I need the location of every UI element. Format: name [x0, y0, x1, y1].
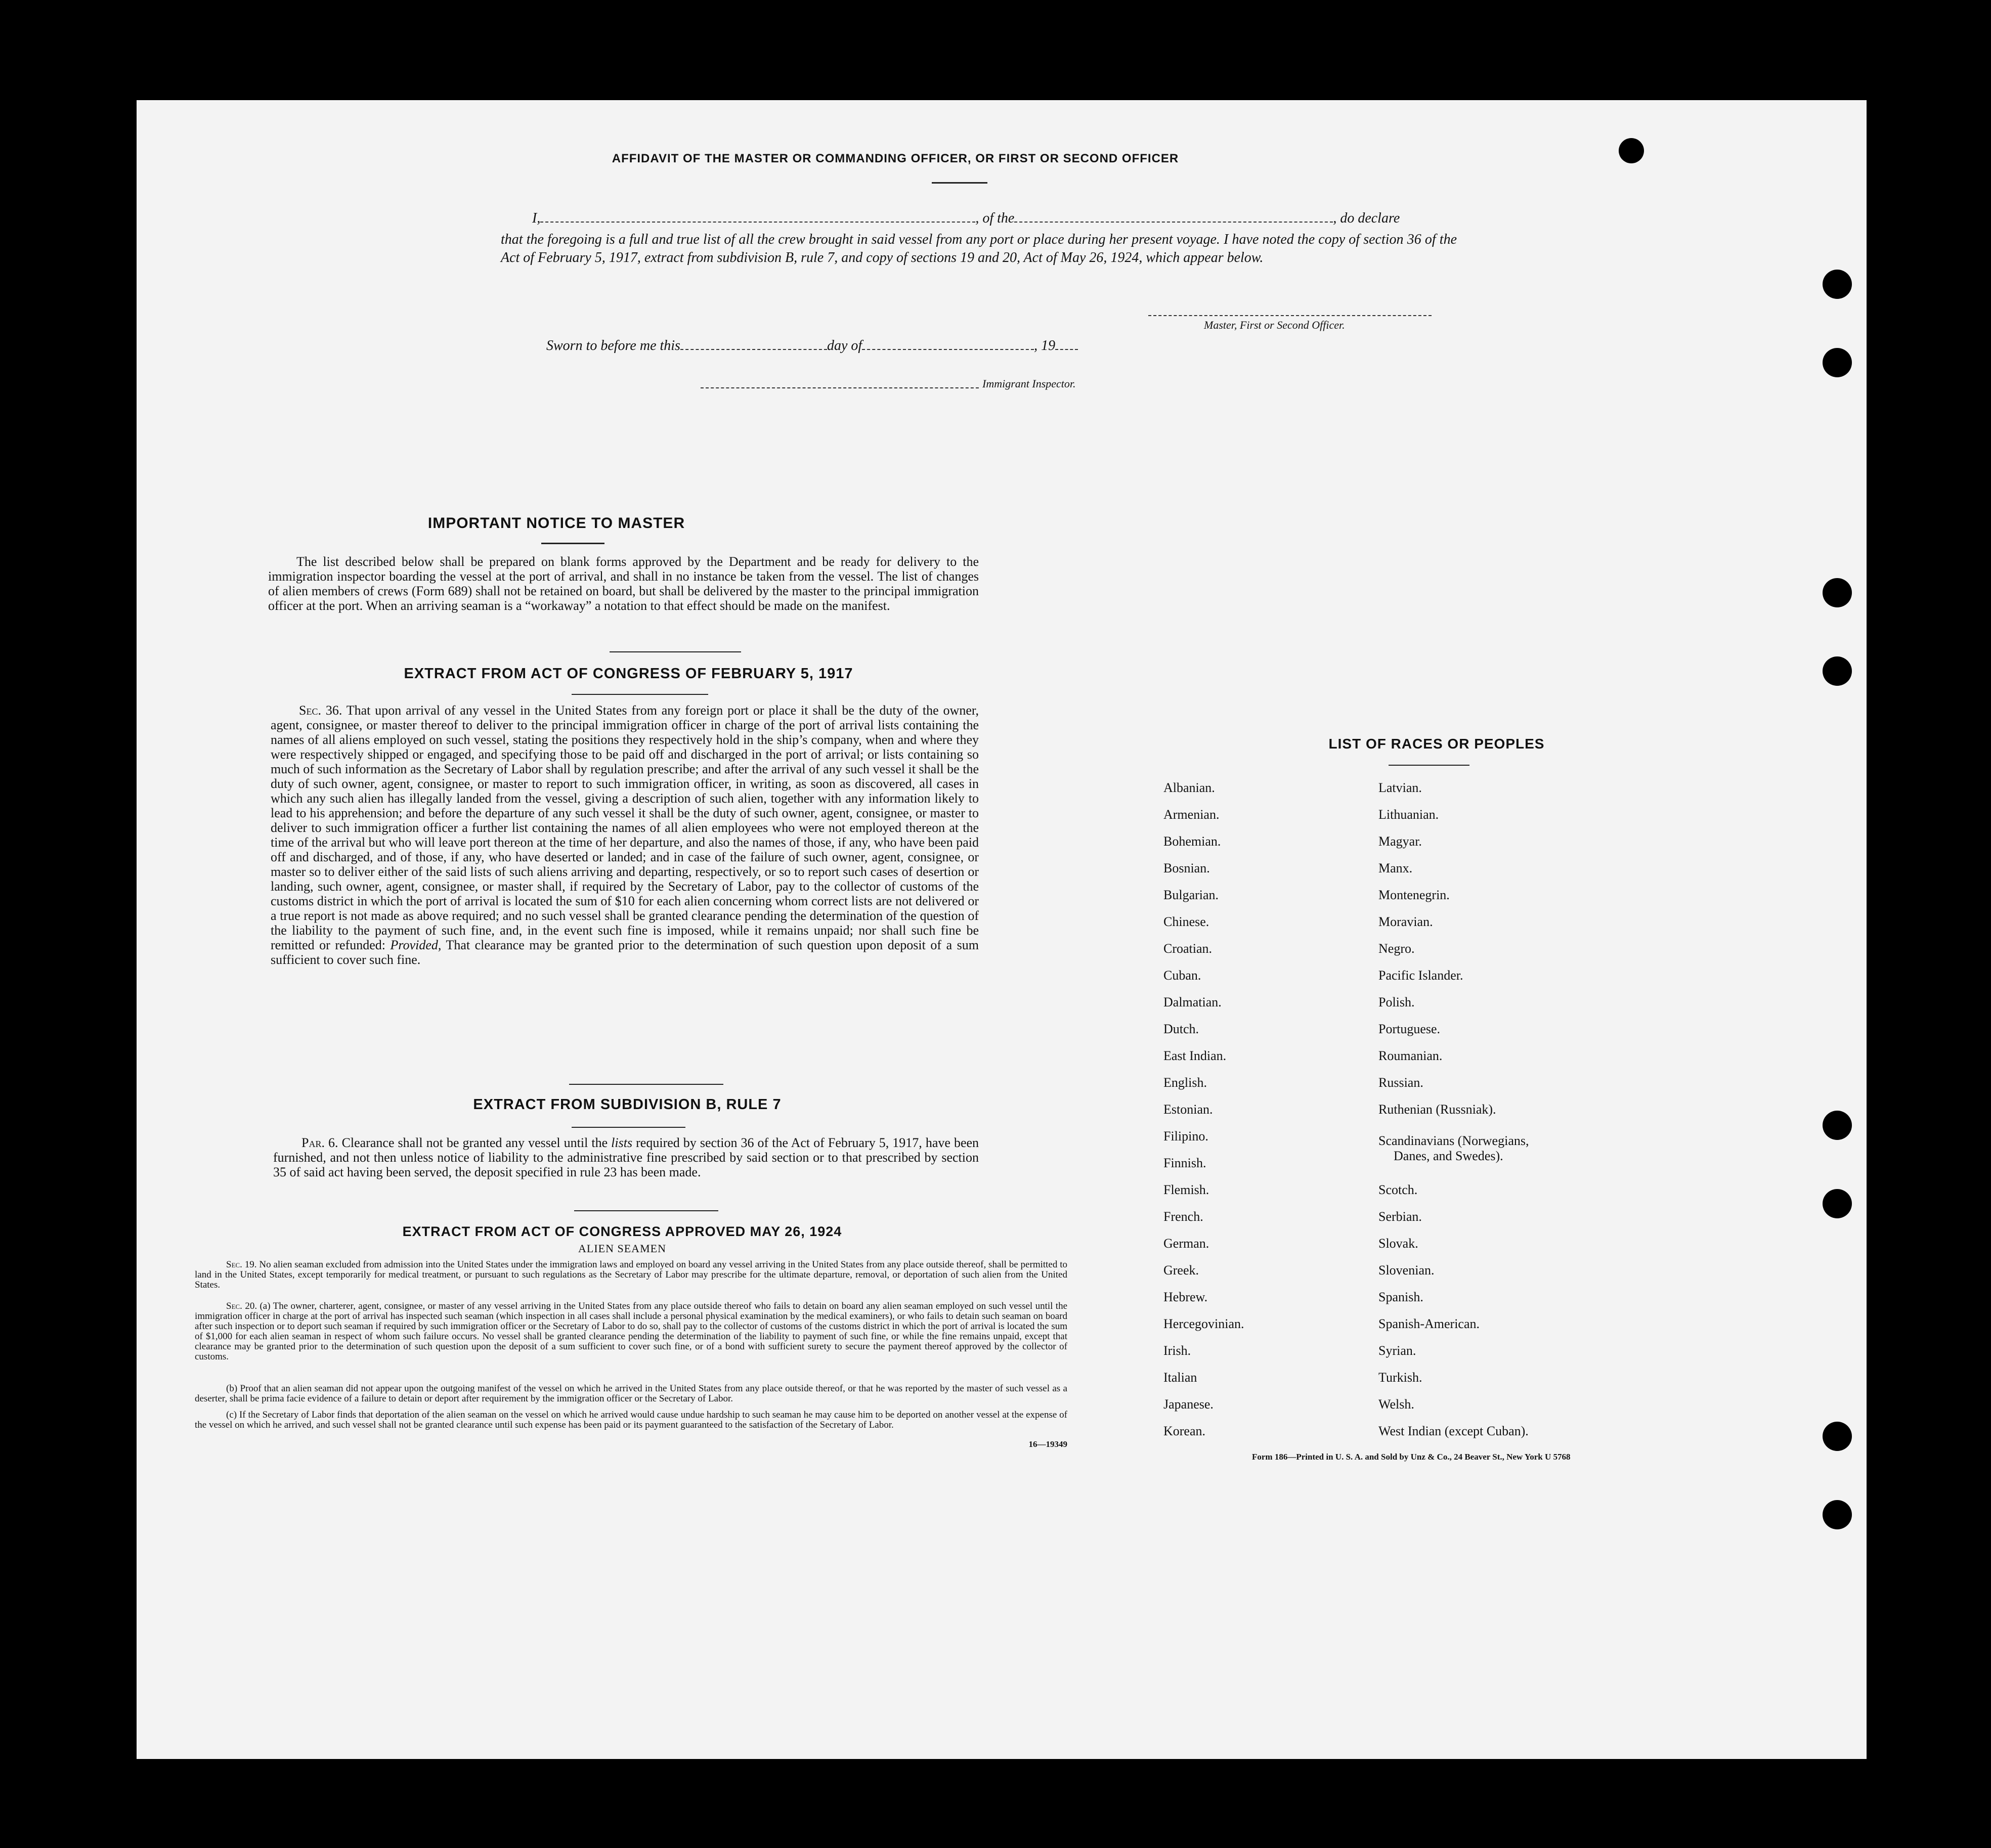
race-item: Ruthenian (Russniak). [1378, 1102, 1496, 1117]
race-item: Estonian. [1163, 1102, 1213, 1117]
race-item: Slovak. [1378, 1236, 1418, 1251]
races-right-column [1378, 780, 1733, 1549]
name-blank[interactable] [540, 222, 975, 223]
race-item: Russian. [1378, 1075, 1423, 1090]
notice-body: The list described below shall be prepared on blank forms approved by the Department and be ready for delivery to the immigration inspector boarding the vessel at the port of arrival, and shall in no instance be taken from the vessel. The list of changes of alien members of crews (Form 689) shall not be retained on board, but shall be delivered by the master to the principal immigration officer at the port. When an arriving seaman is a “workaway” a notation to that effect should be made on the manifest. [268, 554, 979, 613]
race-item: Filipino. [1163, 1129, 1208, 1143]
sec-36-text-end: That clearance may be granted prior to the determination of such question upon deposit of a sum sufficient to cover such fine. [271, 938, 979, 967]
race-item: English. [1163, 1075, 1207, 1090]
race-item: West Indian (except Cuban). [1378, 1424, 1529, 1438]
race-item: Korean. [1163, 1424, 1206, 1438]
sec-20a-text [195, 1301, 1067, 1362]
race-item: Scandinavians (Norwegians, [1378, 1133, 1529, 1148]
divider [572, 1127, 685, 1128]
extract-1924-title: EXTRACT FROM ACT OF CONGRESS APPROVED MAY 26, 1924 [402, 1224, 842, 1239]
race-item: Polish. [1378, 995, 1415, 1009]
affidavit-body: that the foregoing is a full and true list of all the crew brought in said vessel from any port or place during her present voyage. I have noted the copy of section 36 of the Act of February 5, 1917, extract from subdivision B, rule 7, and copy of sections 19 and 20, Act of May 26, 1924, which appear below. [501, 232, 1457, 266]
race-item: Latvian. [1378, 780, 1422, 795]
extract-1917-title: EXTRACT FROM ACT OF CONGRESS OF FEBRUARY 5, 1917 [404, 666, 853, 682]
divider [569, 1084, 723, 1085]
race-item: Albanian. [1163, 780, 1215, 795]
race-item: Bulgarian. [1163, 888, 1219, 902]
affidavit-of-the: , of the [975, 210, 1015, 226]
rule7-body [273, 1135, 979, 1179]
race-item: Serbian. [1378, 1209, 1422, 1224]
race-item: Japanese. [1163, 1397, 1214, 1412]
race-item: Bohemian. [1163, 834, 1221, 849]
race-item: Spanish. [1378, 1290, 1423, 1304]
race-item: Chinese. [1163, 914, 1209, 929]
sec-19-text [195, 1260, 1067, 1290]
sworn-text: Sworn to before me this [546, 338, 680, 354]
race-item: Turkish. [1378, 1370, 1422, 1385]
race-item: Roumanian. [1378, 1048, 1443, 1063]
sec-36-label: Sec. 36. [299, 703, 342, 718]
races-title: LIST OF RACES OR PEOPLES [1328, 736, 1545, 752]
race-item: Portuguese. [1378, 1022, 1441, 1036]
sec-20a-body: (a) The owner, charterer, agent, consignee, or master of any vessel arriving in the United States from any place outside thereof who fails to detain on board any alien seaman employed on such vessel until the immigration officer in charge at the port of arrival has inspected such seaman (which inspection in all cases shall include a personal physical examination by the medical examiners), or who fails to detain such seaman on board after such inspection or to deport such seaman if required by such immigration officer or the Secretary of Labor to do so, shall pay to the collector of customs of the customs district in which the port of arrival is located the sum of $1,000 for each alien seaman in respect of whom such failure occurs. No vessel shall be granted clearance pending the determination of the liability to payment of such fine, or while the fine remains unpaid, except that clearance may be granted prior to the determination of such question upon the deposit of a sum sufficient to cover such fine, or of a bond with sufficient surety to secure the payment thereof approved by the collector of customs. [195, 1301, 1068, 1362]
rule7-text-a: Clearance shall not be granted any vessel until the [341, 1135, 608, 1150]
sworn-year: , 19 [1034, 338, 1056, 354]
race-item: Scotch. [1378, 1182, 1418, 1197]
punch-hole [1823, 578, 1852, 607]
race-item: Hercegovinian. [1163, 1316, 1244, 1331]
race-item: Magyar. [1378, 834, 1422, 849]
race-item: Italian [1163, 1370, 1197, 1385]
lists-word: lists [611, 1135, 633, 1150]
punch-hole [1619, 138, 1644, 163]
rule7-text-b: required by section 36 of the Act of February 5, 1917, have been furnished, and not then unless notice of liability to the administrative fine prescribed by said section or to that prescribed by section 35 of said act having been served, the deposit specified in rule 23 has been made. [273, 1135, 979, 1179]
inspector-signature-line[interactable] [701, 387, 979, 388]
punch-hole [1823, 1111, 1852, 1140]
par-6-label: Par. 6. [301, 1135, 338, 1150]
race-item: Dutch. [1163, 1022, 1199, 1036]
race-item: Cuban. [1163, 968, 1201, 983]
divider [610, 651, 741, 652]
affidavit-title: AFFIDAVIT OF THE MASTER OR COMMANDING OFFICER, OR FIRST OR SECOND OFFICER [612, 152, 1179, 165]
punch-hole [1823, 1500, 1852, 1529]
punch-hole [1823, 348, 1852, 377]
affidavit-i: I, [532, 210, 541, 226]
race-item: Danes, and Swedes). [1394, 1149, 1503, 1163]
sworn-year-blank[interactable] [1055, 349, 1078, 350]
rule7-title: EXTRACT FROM SUBDIVISION B, RULE 7 [473, 1096, 782, 1113]
race-item: French. [1163, 1209, 1203, 1224]
race-item: Croatian. [1163, 941, 1213, 956]
race-item: Slovenian. [1378, 1263, 1435, 1278]
master-caption: Master, First or Second Officer. [1204, 319, 1345, 331]
race-item: Manx. [1378, 861, 1413, 875]
race-item: Dalmatian. [1163, 995, 1222, 1009]
inspector-caption: Immigrant Inspector. [982, 377, 1076, 390]
race-item: Armenian. [1163, 807, 1220, 822]
sec-19-label: Sec. 19. [226, 1259, 257, 1270]
document-page [137, 100, 1867, 1759]
race-item: Hebrew. [1163, 1290, 1208, 1304]
race-item: Greek. [1163, 1263, 1199, 1278]
sec-20c-text: (c) If the Secretary of Labor finds that deportation of the alien seaman on the vessel on which he arrived would cause undue hardship to such seaman he may cause him to be deported on another vessel at the expense of the vessel on which he arrived, and such vessel shall not be granted clearance until such expense has been paid or its payment guaranteed to the satisfaction of the Secretary of Labor. [195, 1410, 1067, 1430]
race-item: Welsh. [1378, 1397, 1414, 1412]
extract-1924-subtitle: ALIEN SEAMEN [578, 1242, 666, 1255]
race-item: Lithuanian. [1378, 807, 1439, 822]
master-signature-line[interactable] [1148, 315, 1432, 316]
vessel-blank[interactable] [1014, 222, 1333, 223]
race-item: Montenegrin. [1378, 888, 1450, 902]
race-item: East Indian. [1163, 1048, 1227, 1063]
punch-hole [1823, 1189, 1852, 1218]
race-item: Flemish. [1163, 1182, 1209, 1197]
race-item: Syrian. [1378, 1343, 1416, 1358]
race-item: Bosnian. [1163, 861, 1210, 875]
divider [1389, 765, 1469, 766]
race-item: Negro. [1378, 941, 1415, 956]
race-item: Moravian. [1378, 914, 1433, 929]
notice-title: IMPORTANT NOTICE TO MASTER [427, 515, 685, 532]
sworn-line [546, 338, 1204, 354]
sec-20-label: Sec. 20. [226, 1301, 257, 1311]
divider [574, 1210, 718, 1211]
punch-hole [1823, 1422, 1852, 1451]
race-item: Irish. [1163, 1343, 1191, 1358]
sworn-month-blank[interactable] [862, 349, 1034, 350]
sec-19-body: No alien seaman excluded from admission into the United States under the immigration laws and employed on board any vessel arriving in the United States from any place outside thereof, shall be permitted to land in the United States, except temporarily for medical treatment, or pursuant to such regulations as the Secretary of Labor may prescribe for the ultimate departure, removal, or deportation of such alien from the United States. [195, 1259, 1067, 1290]
form-code: 16—19349 [1028, 1439, 1067, 1449]
race-item: German. [1163, 1236, 1209, 1251]
race-item: Pacific Islander. [1378, 968, 1463, 983]
race-item: Finnish. [1163, 1156, 1206, 1170]
affidavit-do-declare: , do declare [1333, 210, 1400, 226]
punch-hole [1823, 270, 1852, 299]
sec-36-text: That upon arrival of any vessel in the United States from any foreign port or place it shall be the duty of the owner, agent, consignee, or master thereof to deliver to the principal immigration officer in charge of the port of arrival lists containing the names of all aliens employed on such vessel, stating the positions they respectively hold in the ship’s company, when and where they were respectively shipped or engaged, and specifying those to be paid off and discharged in the port of arrival; or lists containing so much of such information as the Secretary of Labor shall by regulation prescribe; and after the arrival of any such vessel it shall be the duty of such owner, agent, consignee, or master to report to such immigration officer, in writing, as soon as discovered, all cases in which any such alien has illegally landed from the vessel, giving a description of such alien, together with any information likely to lead to his apprehension; and before the departure of any such vessel it shall be the duty of such owner, agent, consignee, or master to deliver to such immigration officer a further list containing the names of all alien employees who were not employed thereon at the time of the arrival but who will leave port thereon at the time of her departure, and also the names of those, if any, who have been paid off and discharged, and of those, if any, who have deserted or landed; and in case of the failure of such owner, agent, consignee, or master so to deliver either of the said lists of such aliens arriving and departing, respectively, or so to report such cases of desertion or landing, such owner, agent, consignee, or master shall, if required by the Secretary of Labor, pay to the collector of customs of the customs district in which the port of arrival is located the sum of $10 for each alien concerning whom correct lists are not delivered or a true report is not made as above required; and no such vessel shall be granted clearance pending the determination of the question of the liability to the payment of such fine, and, in the event such fine is imposed, while it remains unpaid; nor shall such fine be remitted or refunded: [271, 703, 979, 952]
sworn-day-blank[interactable] [680, 349, 827, 350]
sworn-day-of: day of [827, 338, 862, 354]
divider [541, 543, 604, 544]
sec-20b-text: (b) Proof that an alien seaman did not appear upon the outgoing manifest of the vessel on which he arrived in the United States from any place outside thereof, or that he was reported by the master of such vessel as a deserter, shall be prima facie evidence of a failure to detain or deport after requirement by the immigration officer or the Secretary of Labor. [195, 1383, 1067, 1404]
divider [572, 694, 708, 695]
extract-1917-body [271, 703, 979, 967]
provided-word: Provided, [390, 938, 442, 952]
races-left-column [1163, 780, 1376, 1549]
race-item: Spanish-American. [1378, 1316, 1480, 1331]
punch-hole [1823, 656, 1852, 686]
affidavit-declaration-line [532, 210, 1455, 227]
divider [932, 182, 987, 184]
form-footer: Form 186—Printed in U. S. A. and Sold by Unz & Co., 24 Beaver St., New York U 5768 [1252, 1452, 1571, 1462]
